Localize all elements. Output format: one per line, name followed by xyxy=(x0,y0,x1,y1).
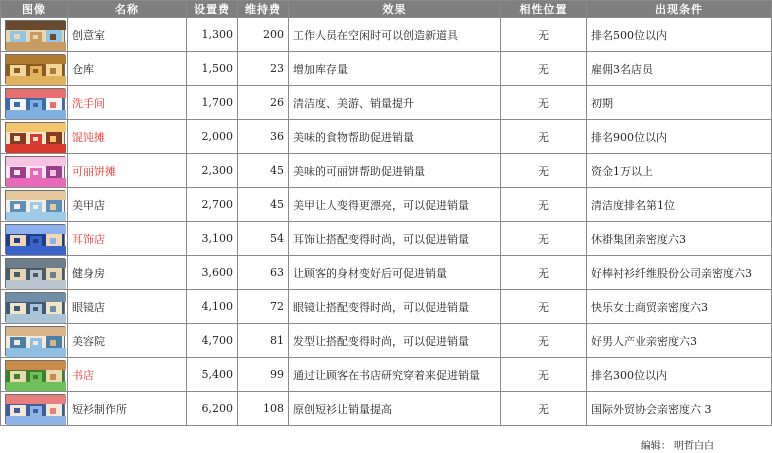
table-row xyxy=(1,358,772,392)
bookstore-icon xyxy=(5,360,65,390)
facility-name: 创意室 xyxy=(68,18,187,52)
effect-text: 发型让搭配变得时尚，可以促进销量 xyxy=(289,324,501,358)
facility-image-cell xyxy=(1,154,68,188)
setup-cost: 1,300 xyxy=(187,18,238,52)
effect-text: 通过让顾客在书店研究穿着来促进销量 xyxy=(289,358,501,392)
facility-name: 短衫制作所 xyxy=(68,392,187,426)
adjacency-value: 无 xyxy=(501,86,587,120)
facility-name: 洗手间 xyxy=(68,86,187,120)
earring-shop-icon xyxy=(5,224,65,254)
effect-text: 眼镜让搭配变得时尚，可以促进销量 xyxy=(289,290,501,324)
gym-icon xyxy=(5,258,65,288)
adjacency-value: 无 xyxy=(501,290,587,324)
effect-text: 让顾客的身材变好后可促进销量 xyxy=(289,256,501,290)
col-header-maintenance: 维持费 xyxy=(238,1,289,18)
maintenance-cost: 72 xyxy=(238,290,289,324)
table-row xyxy=(1,154,772,188)
setup-cost: 3,600 xyxy=(187,256,238,290)
maintenance-cost: 36 xyxy=(238,120,289,154)
unlock-condition: 排名300位以内 xyxy=(587,358,772,392)
setup-cost: 4,100 xyxy=(187,290,238,324)
facility-name: 可丽饼摊 xyxy=(68,154,187,188)
unlock-condition: 初期 xyxy=(587,86,772,120)
unlock-condition: 国际外贸协会亲密度六 3 xyxy=(587,392,772,426)
facility-image-cell xyxy=(1,256,68,290)
facility-image-cell xyxy=(1,358,68,392)
table-row xyxy=(1,120,772,154)
facility-name: 耳饰店 xyxy=(68,222,187,256)
maintenance-cost: 99 xyxy=(238,358,289,392)
crepe-stall-icon xyxy=(5,156,65,186)
facility-image-cell xyxy=(1,290,68,324)
table-row xyxy=(1,324,772,358)
effect-text: 美甲让人变得更漂亮，可以促进销量 xyxy=(289,188,501,222)
warehouse-icon xyxy=(5,54,65,84)
tshirt-workshop-icon xyxy=(5,394,65,424)
effect-text: 美味的食物帮助促进销量 xyxy=(289,120,501,154)
facility-name: 美容院 xyxy=(68,324,187,358)
restroom-icon xyxy=(5,88,65,118)
adjacency-value: 无 xyxy=(501,188,587,222)
setup-cost: 1,500 xyxy=(187,52,238,86)
col-header-adjacency: 相性位置 xyxy=(501,1,587,18)
wonton-stall-icon xyxy=(5,122,65,152)
adjacency-value: 无 xyxy=(501,18,587,52)
table-row xyxy=(1,188,772,222)
nail-salon-icon xyxy=(5,190,65,220)
facility-name: 眼镜店 xyxy=(68,290,187,324)
setup-cost: 2,000 xyxy=(187,120,238,154)
adjacency-value: 无 xyxy=(501,324,587,358)
maintenance-cost: 45 xyxy=(238,188,289,222)
col-header-condition: 出现条件 xyxy=(587,1,772,18)
setup-cost: 2,300 xyxy=(187,154,238,188)
maintenance-cost: 26 xyxy=(238,86,289,120)
facility-image-cell xyxy=(1,86,68,120)
col-header-image: 图像 xyxy=(1,1,68,18)
maintenance-cost: 81 xyxy=(238,324,289,358)
col-header-effect: 效果 xyxy=(289,1,501,18)
table-row xyxy=(1,290,772,324)
setup-cost: 1,700 xyxy=(187,86,238,120)
table-body xyxy=(1,18,772,426)
unlock-condition: 好棒衬衫纤维股份公司亲密度六3 xyxy=(587,256,772,290)
effect-text: 清洁度、美游、销量提升 xyxy=(289,86,501,120)
setup-cost: 2,700 xyxy=(187,188,238,222)
facility-image-cell xyxy=(1,18,68,52)
unlock-condition: 清洁度排名第1位 xyxy=(587,188,772,222)
facility-name: 健身房 xyxy=(68,256,187,290)
maintenance-cost: 108 xyxy=(238,392,289,426)
facility-name: 美甲店 xyxy=(68,188,187,222)
maintenance-cost: 54 xyxy=(238,222,289,256)
unlock-condition: 排名900位以内 xyxy=(587,120,772,154)
header-row xyxy=(1,1,772,18)
table-row xyxy=(1,86,772,120)
unlock-condition: 雇佣3名店员 xyxy=(587,52,772,86)
col-header-name: 名称 xyxy=(68,1,187,18)
setup-cost: 5,400 xyxy=(187,358,238,392)
setup-cost: 6,200 xyxy=(187,392,238,426)
effect-text: 耳饰让搭配变得时尚，可以促进销量 xyxy=(289,222,501,256)
adjacency-value: 无 xyxy=(501,120,587,154)
adjacency-value: 无 xyxy=(501,256,587,290)
facility-name: 书店 xyxy=(68,358,187,392)
unlock-condition: 排名500位以内 xyxy=(587,18,772,52)
adjacency-value: 无 xyxy=(501,222,587,256)
facility-name: 馄饨摊 xyxy=(68,120,187,154)
effect-text: 工作人员在空闲时可以创造新道具 xyxy=(289,18,501,52)
facility-image-cell xyxy=(1,52,68,86)
unlock-condition: 快乐女士商贸亲密度六3 xyxy=(587,290,772,324)
unlock-condition: 休褂集团亲密度六3 xyxy=(587,222,772,256)
glasses-shop-icon xyxy=(5,292,65,322)
facility-image-cell xyxy=(1,392,68,426)
adjacency-value: 无 xyxy=(501,52,587,86)
adjacency-value: 无 xyxy=(501,154,587,188)
table-row xyxy=(1,222,772,256)
table-row xyxy=(1,392,772,426)
table-row xyxy=(1,256,772,290)
adjacency-value: 无 xyxy=(501,358,587,392)
creative-room-icon xyxy=(5,20,65,50)
maintenance-cost: 45 xyxy=(238,154,289,188)
facility-image-cell xyxy=(1,120,68,154)
setup-cost: 4,700 xyxy=(187,324,238,358)
table-row xyxy=(1,18,772,52)
facility-name: 仓库 xyxy=(68,52,187,86)
facility-image-cell xyxy=(1,188,68,222)
facility-image-cell xyxy=(1,222,68,256)
facility-image-cell xyxy=(1,324,68,358)
beauty-salon-icon xyxy=(5,326,65,356)
maintenance-cost: 23 xyxy=(238,52,289,86)
adjacency-value: 无 xyxy=(501,392,587,426)
editor-caption: 编辑： 明哲白白 xyxy=(640,441,714,452)
effect-text: 原创短衫让销量提高 xyxy=(289,392,501,426)
table-header xyxy=(1,1,772,18)
setup-cost: 3,100 xyxy=(187,222,238,256)
effect-text: 增加库存量 xyxy=(289,52,501,86)
maintenance-cost: 200 xyxy=(238,18,289,52)
effect-text: 美味的可丽饼帮助促进销量 xyxy=(289,154,501,188)
table-row xyxy=(1,52,772,86)
unlock-condition: 好男人产业亲密度六3 xyxy=(587,324,772,358)
col-header-setup-cost: 设置费 xyxy=(187,1,238,18)
unlock-condition: 资金1万以上 xyxy=(587,154,772,188)
maintenance-cost: 63 xyxy=(238,256,289,290)
